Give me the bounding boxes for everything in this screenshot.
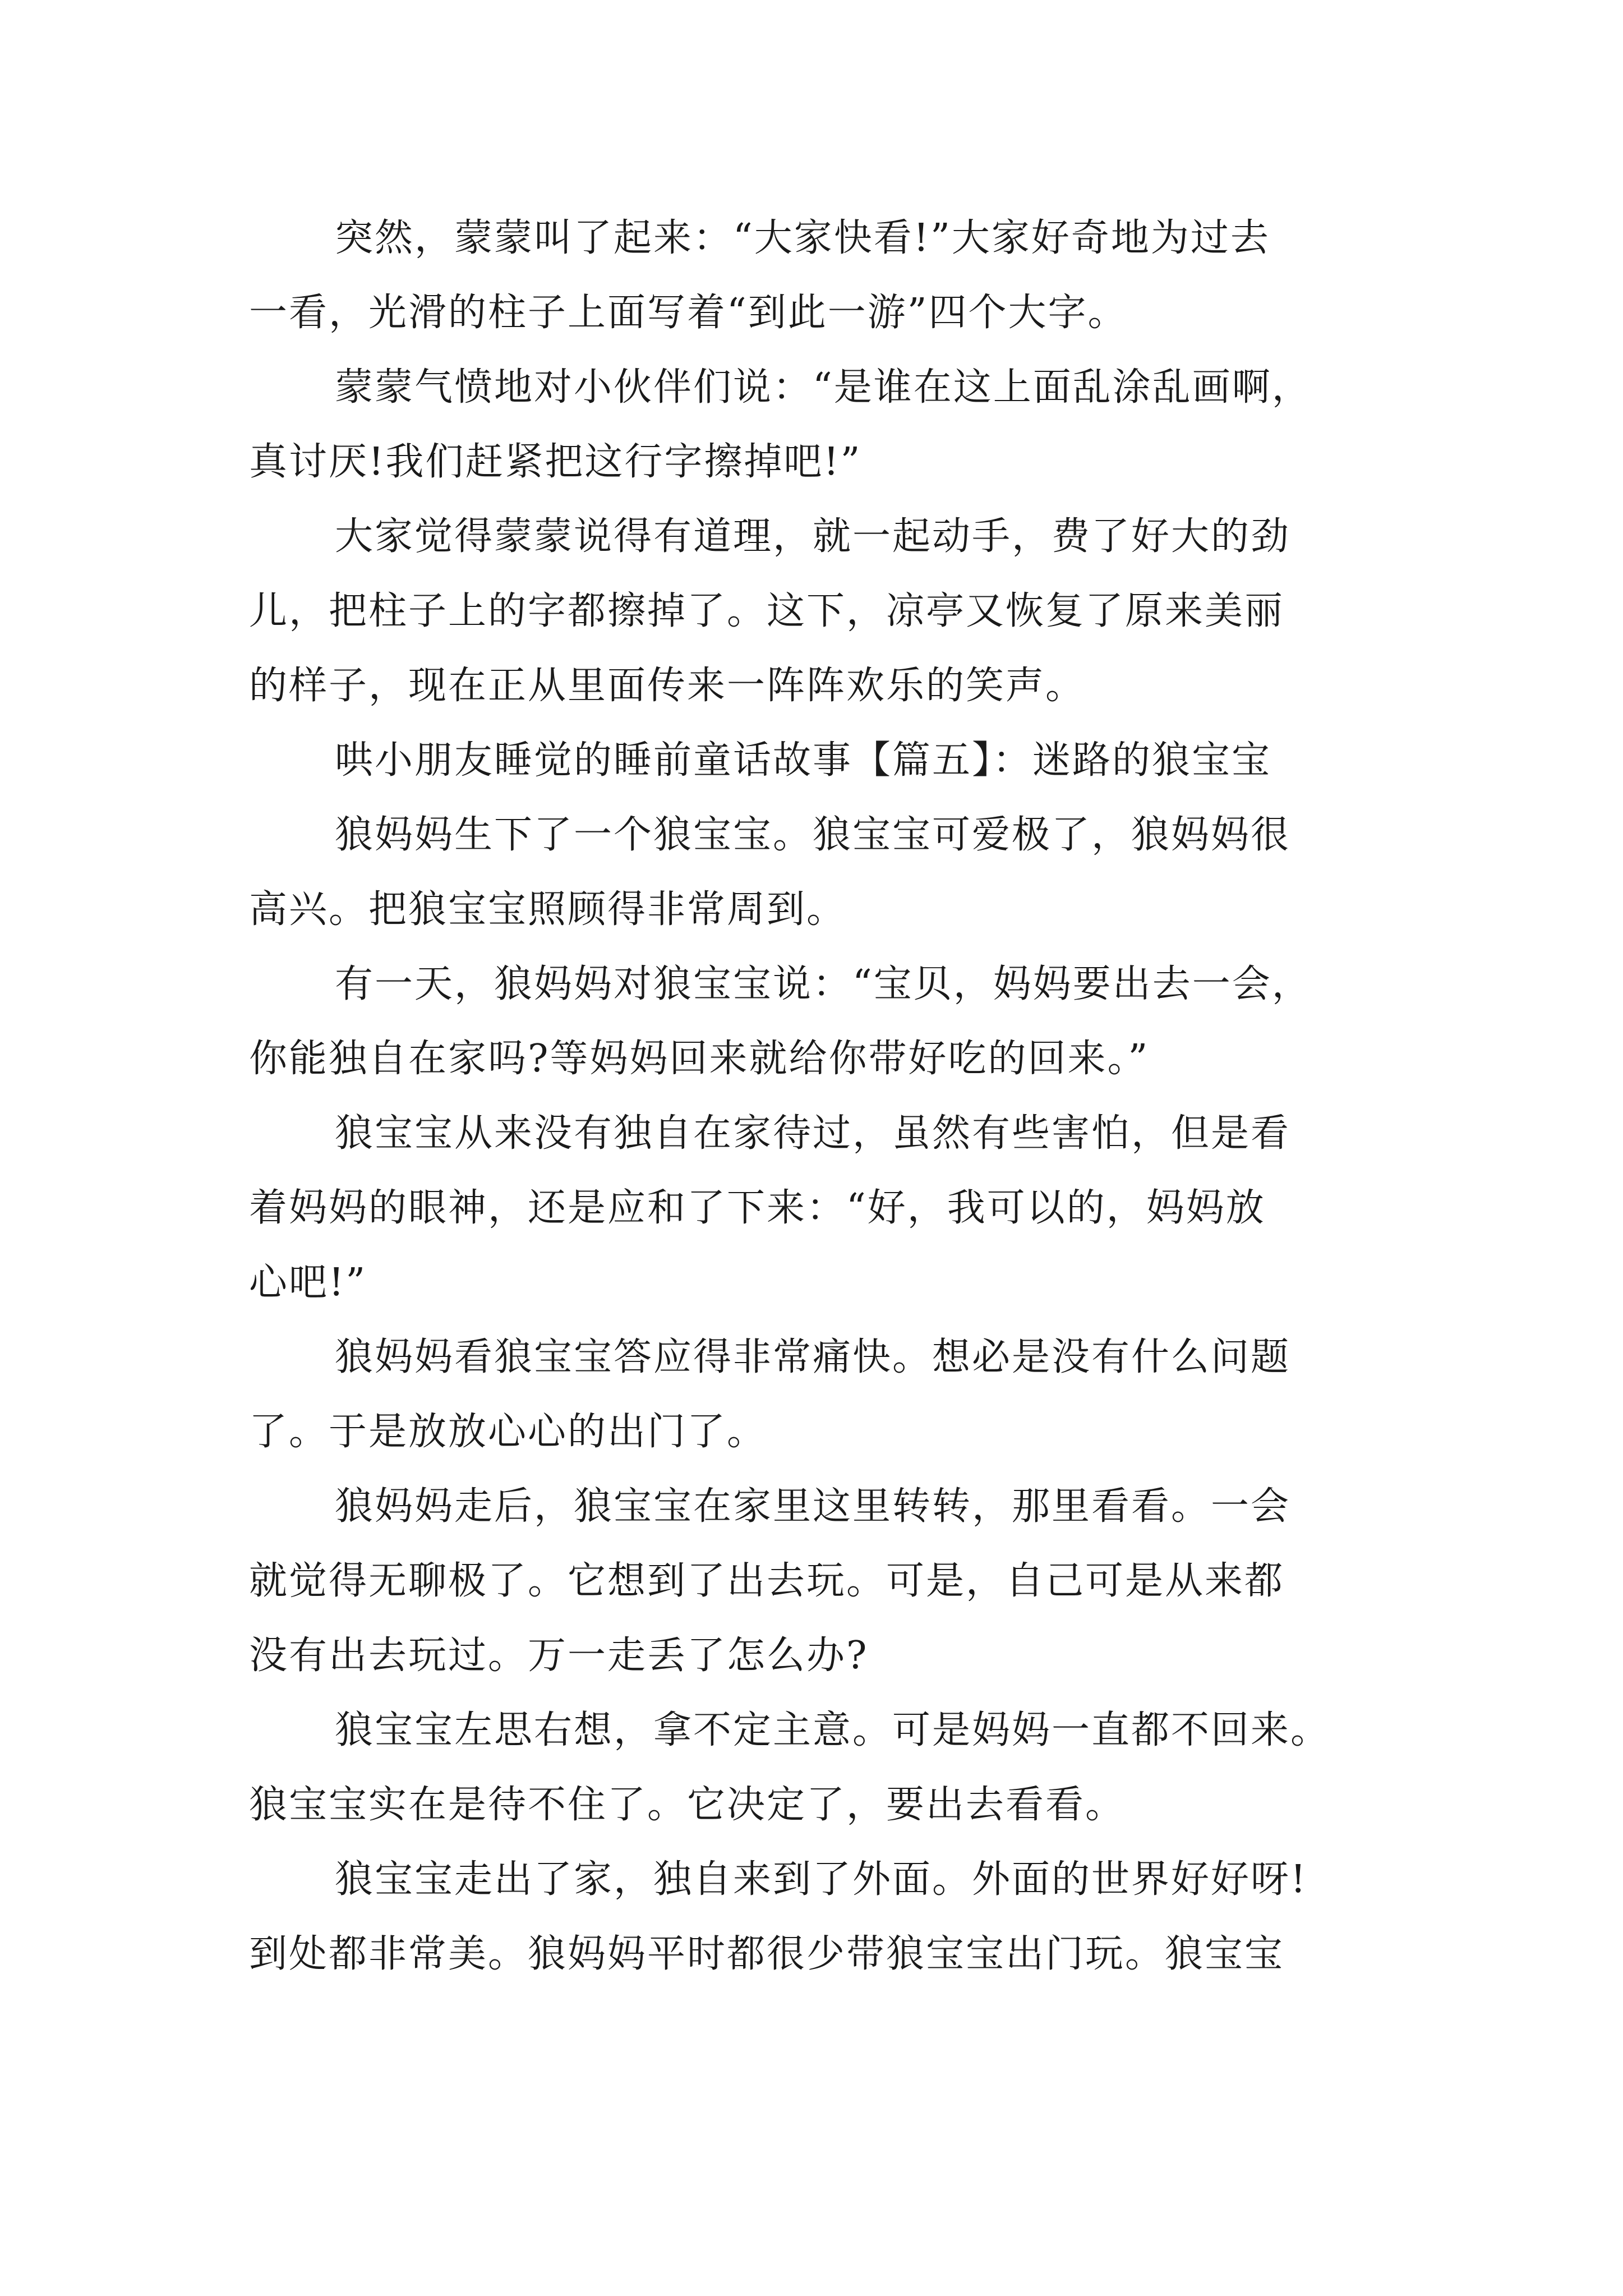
text-line: 了。于是放放心心的出门了。: [249, 1410, 767, 1454]
text-line: 突然，蒙蒙叫了起来：“大家快看!”大家好奇地为过去: [335, 216, 1270, 260]
text-line: 狼妈妈走后，狼宝宝在家里这里转转，那里看看。一会: [335, 1484, 1291, 1529]
text-line: 的样子，现在正从里面传来一阵阵欢乐的笑声。: [249, 664, 1086, 708]
text-line: 到处都非常美。狼妈妈平时都很少带狼宝宝出门玩。狼宝宝: [249, 1932, 1285, 1976]
text-line: 狼宝宝走出了家，独自来到了外面。外面的世界好好呀!: [335, 1857, 1308, 1902]
story-text-body: [249, 201, 1382, 1991]
section-heading: 哄小朋友睡觉的睡前童话故事【篇五】：迷路的狼宝宝: [335, 738, 1272, 783]
text-line: 心吧!”: [249, 1260, 367, 1305]
text-line: 就觉得无聊极了。它想到了出去玩。可是，自己可是从来都: [249, 1559, 1285, 1603]
text-line: 蒙蒙气愤地对小伙伴们说：“是谁在这上面乱涂乱画啊，: [335, 365, 1312, 409]
text-line: 你能独自在家吗?等妈妈回来就给你带好吃的回来。”: [249, 1037, 1150, 1081]
text-line: 狼妈妈看狼宝宝答应得非常痛快。想必是没有什么问题: [335, 1335, 1291, 1379]
text-line: 真讨厌!我们赶紧把这行字擦掉吧!”: [249, 440, 862, 484]
text-line: 儿，把柱子上的字都擦掉了。这下，凉亭又恢复了原来美丽: [249, 589, 1285, 633]
text-line: 高兴。把狼宝宝照顾得非常周到。: [249, 887, 847, 932]
text-line: 一看，光滑的柱子上面写着“到此一游”四个大字。: [249, 291, 1128, 335]
text-line: 没有出去玩过。万一走丢了怎么办?: [249, 1634, 869, 1678]
text-line: 有一天，狼妈妈对狼宝宝说：“宝贝，妈妈要出去一会，: [335, 962, 1312, 1006]
text-line: 大家觉得蒙蒙说得有道理，就一起动手，费了好大的劲: [335, 514, 1291, 559]
text-line: 狼宝宝左思右想，拿不定主意。可是妈妈一直都不回来。: [335, 1708, 1331, 1752]
text-line: 着妈妈的眼神，还是应和了下来：“好，我可以的，妈妈放: [249, 1186, 1266, 1230]
text-line: 狼宝宝从来没有独自在家待过，虽然有些害怕，但是看: [335, 1111, 1291, 1156]
text-line: 狼宝宝实在是待不住了。它决定了，要出去看看。: [249, 1783, 1126, 1827]
text-line: 狼妈妈生下了一个狼宝宝。狼宝宝可爱极了，狼妈妈很: [335, 813, 1291, 857]
